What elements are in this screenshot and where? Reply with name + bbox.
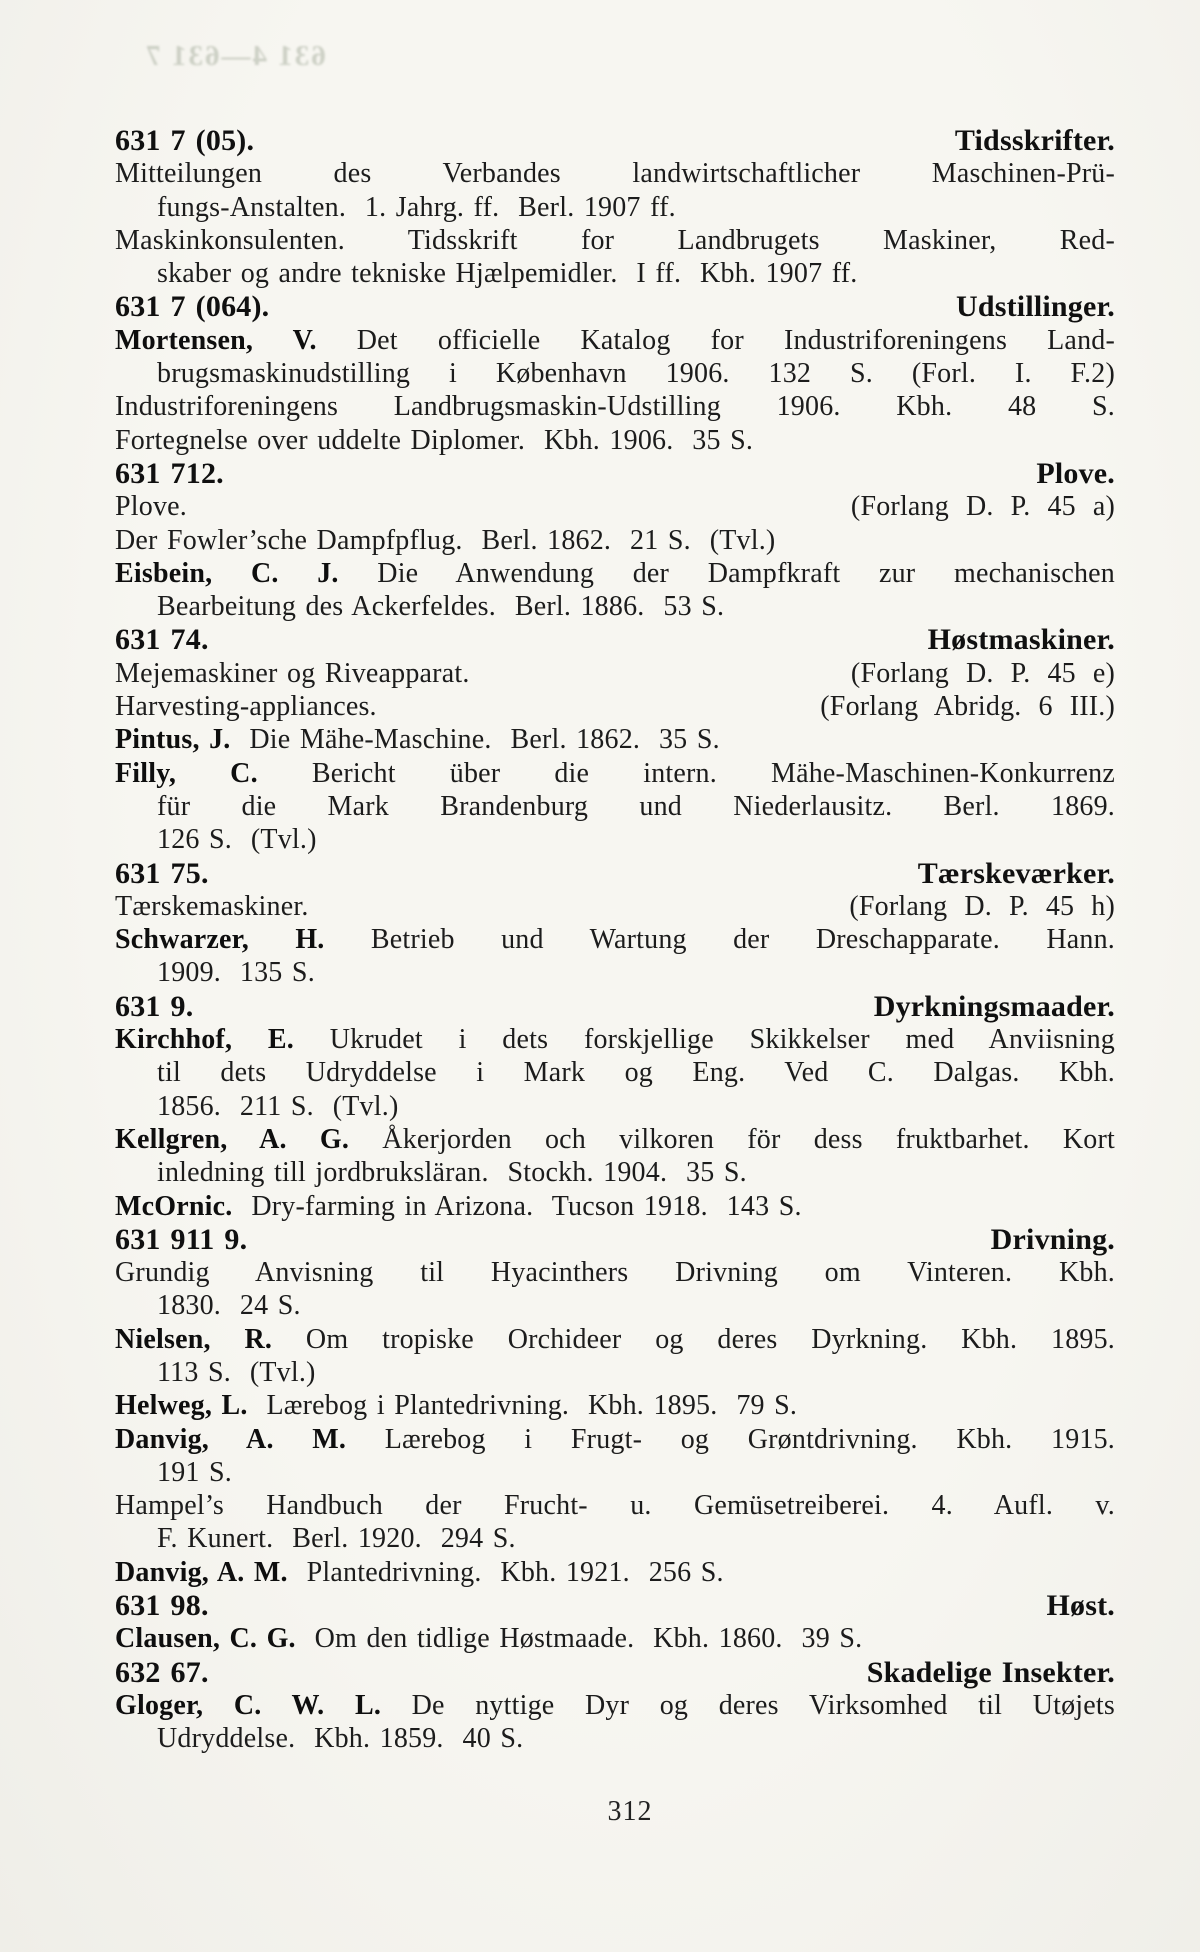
category-label: Udstillinger. xyxy=(955,290,1115,324)
text-line xyxy=(157,257,1115,290)
category-label: Dyrkningsmaader. xyxy=(873,989,1115,1023)
text-line xyxy=(115,390,1115,423)
entry-text: 1909. 135 S. xyxy=(157,957,315,989)
entry-text: F. Kunert. Berl. 1920. 294 S. xyxy=(157,1523,516,1555)
text-line xyxy=(157,1289,1115,1322)
entry-text: fungs-Anstalten. 1. Jahrg. ff. Berl. 1907 ff. xyxy=(157,191,676,223)
author-name: Kellgren, A. G. xyxy=(115,1123,350,1155)
text-line xyxy=(115,1556,1115,1589)
text-line xyxy=(157,1056,1115,1089)
text-line xyxy=(115,1256,1115,1289)
text-line xyxy=(115,324,1115,357)
text-line xyxy=(157,823,1115,856)
entry-text: für die Mark Brandenburg und Niederlausitz. Berl. 1869. xyxy=(157,790,1115,822)
text-line xyxy=(115,1689,1115,1722)
text-line xyxy=(115,424,1115,457)
entry-text: brugsmaskinudstilling i København 1906. 132 S. (Forl. I. F.2) xyxy=(157,358,1115,390)
entry-heading-row xyxy=(115,990,1115,1023)
entry-text: Grundig Anvisning til Hyacinthers Drivning om Vinteren. Kbh. xyxy=(115,1257,1115,1289)
text-block xyxy=(115,124,1115,1756)
text-line xyxy=(157,1522,1115,1555)
category-label: Tidsskrifter. xyxy=(954,124,1115,157)
entry-text: 1830. 24 S. xyxy=(157,1290,301,1322)
entry-text: Om den tidlige Høstmaade. Kbh. 1860. 39 S. xyxy=(295,1623,863,1655)
entry-text: Plantedrivning. Kbh. 1921. 256 S. xyxy=(287,1556,724,1588)
entry-heading-row xyxy=(115,124,1115,157)
text-line xyxy=(157,1356,1115,1389)
text-line xyxy=(115,1123,1115,1156)
text-line xyxy=(157,1156,1115,1189)
entry-text: Die Mähe-Maschine. Berl. 1862. 35 S. xyxy=(230,724,720,756)
cross-reference-row xyxy=(115,690,1115,723)
classification-number: 631 75. xyxy=(115,856,209,890)
author-name: Pintus, J. xyxy=(115,724,231,756)
cross-reference-note: (Forlang D. P. 45 h) xyxy=(849,890,1115,922)
entry-heading-row xyxy=(115,457,1115,490)
entry-text: Bericht über die intern. Mähe-Maschinen-Konkurrenz xyxy=(257,757,1115,789)
page-number: 312 xyxy=(607,1796,653,1827)
classification-number: 631 911 9. xyxy=(115,1222,248,1256)
text-line xyxy=(115,1323,1115,1356)
category-label: Plove. xyxy=(1036,456,1115,490)
entry-heading-row xyxy=(115,1223,1115,1256)
text-line xyxy=(157,1456,1115,1489)
author-name: Eisbein, C. J. xyxy=(115,557,339,589)
cross-reference-row xyxy=(115,890,1115,923)
text-line xyxy=(115,1023,1115,1056)
entry-text: til dets Udryddelse i Mark og Eng. Ved C. Dalgas. Kbh. xyxy=(157,1057,1115,1089)
author-name: Helweg, L. xyxy=(115,1390,248,1422)
text-line xyxy=(115,1622,1115,1655)
entry-text: Dry-farming in Arizona. Tucson 1918. 143 S. xyxy=(232,1190,802,1222)
entry-heading-row xyxy=(115,623,1115,656)
entry-text: Mitteilungen des Verbandes landwirtschaftlicher Maschinen-Prü- xyxy=(115,158,1115,190)
entry-text: Udryddelse. Kbh. 1859. 40 S. xyxy=(157,1723,524,1755)
cross-reference-row xyxy=(115,490,1115,523)
entry-text: Lærebog i Plantedrivning. Kbh. 1895. 79 S. xyxy=(247,1390,798,1422)
entry-heading-row xyxy=(115,290,1115,323)
entry-text: Die Anwendung der Dampfkraft zur mechanischen xyxy=(338,557,1115,589)
entry-text: Åkerjorden och vilkoren för dess fruktbarhet. Kort xyxy=(349,1123,1116,1155)
text-line xyxy=(157,1090,1115,1123)
entry-heading-row xyxy=(115,1656,1115,1689)
entry-text: Om tropiske Orchideer og deres Dyrkning. Kbh. 1895. xyxy=(272,1323,1115,1355)
text-line xyxy=(157,1722,1115,1755)
author-name: McOrnic. xyxy=(115,1190,233,1222)
entry-text: Hampel’s Handbuch der Frucht- u. Gemüsetreiberei. 4. Aufl. v. xyxy=(115,1490,1115,1522)
cross-reference-note: (Forlang D. P. 45 e) xyxy=(850,657,1115,689)
text-line xyxy=(115,1489,1115,1522)
author-name: Danvig, A. M. xyxy=(115,1423,347,1455)
entry-text: Maskinkonsulenten. Tidsskrift for Landbrugets Maskiner, Red- xyxy=(115,224,1115,256)
entry-text: Ukrudet i dets forskjellige Skikkelser med Anviisning xyxy=(293,1024,1115,1056)
category-label: Skadelige Insekter. xyxy=(866,1655,1115,1689)
entry-text: skaber og andre tekniske Hjælpemidler. I ff. Kbh. 1907 ff. xyxy=(157,258,858,290)
entry-text: 126 S. (Tvl.) xyxy=(157,824,317,856)
entry-text: Bearbeitung des Ackerfeldes. Berl. 1886. 53 S. xyxy=(157,591,725,623)
classification-number: 631 9. xyxy=(115,989,194,1023)
classification-number: 631 98. xyxy=(115,1589,209,1623)
text-line xyxy=(115,1190,1115,1223)
entry-text: Betrieb und Wartung der Dreschapparate. Hann. xyxy=(324,924,1115,956)
cross-reference-term: Mejemaskiner og Riveapparat. xyxy=(115,657,470,689)
text-line xyxy=(115,557,1115,590)
classification-number: 631 712. xyxy=(115,456,224,490)
entry-text: De nyttige Dyr og deres Virksomhed til Utøjets xyxy=(381,1689,1115,1721)
cross-reference-note: (Forlang D. P. 45 a) xyxy=(850,491,1115,523)
entry-text: 113 S. (Tvl.) xyxy=(157,1356,316,1388)
entry-heading-row xyxy=(115,857,1115,890)
text-line xyxy=(157,191,1115,224)
cross-reference-note: (Forlang Abridg. 6 III.) xyxy=(820,691,1115,723)
author-name: Nielsen, R. xyxy=(115,1323,273,1355)
text-line xyxy=(115,524,1115,557)
entry-text: Der Fowler’sche Dampfpflug. Berl. 1862. 21 S. (Tvl.) xyxy=(115,524,776,556)
bleedthrough-header-text: 631 4—631 7 xyxy=(144,40,326,72)
text-line xyxy=(115,723,1115,756)
category-label: Høst. xyxy=(1046,1589,1115,1623)
author-name: Filly, C. xyxy=(115,757,258,789)
entry-text: Industriforeningens Landbrugsmaskin-Udstilling 1906. Kbh. 48 S. xyxy=(115,391,1115,423)
entry-text: 1856. 211 S. (Tvl.) xyxy=(157,1090,399,1122)
text-line xyxy=(115,157,1115,190)
classification-number: 631 7 (05). xyxy=(115,124,255,157)
author-name: Mortensen, V. xyxy=(115,324,317,356)
entry-text: Lærebog i Frugt- og Grøntdrivning. Kbh. 1915. xyxy=(346,1423,1115,1455)
category-label: Drivning. xyxy=(990,1222,1115,1256)
category-label: Høstmaskiner. xyxy=(927,623,1115,657)
author-name: Kirchhof, E. xyxy=(115,1024,294,1056)
author-name: Clausen, C. G. xyxy=(115,1623,296,1655)
cross-reference-row xyxy=(115,657,1115,690)
text-line xyxy=(115,1389,1115,1422)
cross-reference-term: Tærskemaskiner. xyxy=(115,890,309,922)
category-label: Tærskeværker. xyxy=(917,856,1115,890)
text-line xyxy=(115,757,1115,790)
entry-text: Fortegnelse over uddelte Diplomer. Kbh. 1906. 35 S. xyxy=(115,424,754,456)
author-name: Danvig, A. M. xyxy=(115,1556,288,1588)
text-line xyxy=(157,357,1115,390)
author-name: Gloger, C. W. L. xyxy=(115,1689,382,1721)
author-name: Schwarzer, H. xyxy=(115,924,325,956)
text-line xyxy=(157,590,1115,623)
classification-number: 631 7 (064). xyxy=(115,290,270,324)
classification-number: 632 67. xyxy=(115,1655,209,1689)
entry-text: inledning till jordbruksläran. Stockh. 1904. 35 S. xyxy=(157,1157,747,1189)
text-line xyxy=(115,923,1115,956)
entry-text: Det officielle Katalog for Industriforeningens Land- xyxy=(316,324,1115,356)
classification-number: 631 74. xyxy=(115,623,209,657)
cross-reference-term: Plove. xyxy=(115,491,187,523)
text-line xyxy=(115,224,1115,257)
text-line xyxy=(157,956,1115,989)
text-line xyxy=(157,790,1115,823)
text-line xyxy=(115,1423,1115,1456)
entry-heading-row xyxy=(115,1589,1115,1622)
entry-text: 191 S. xyxy=(157,1456,233,1488)
cross-reference-term: Harvesting-appliances. xyxy=(115,691,377,723)
